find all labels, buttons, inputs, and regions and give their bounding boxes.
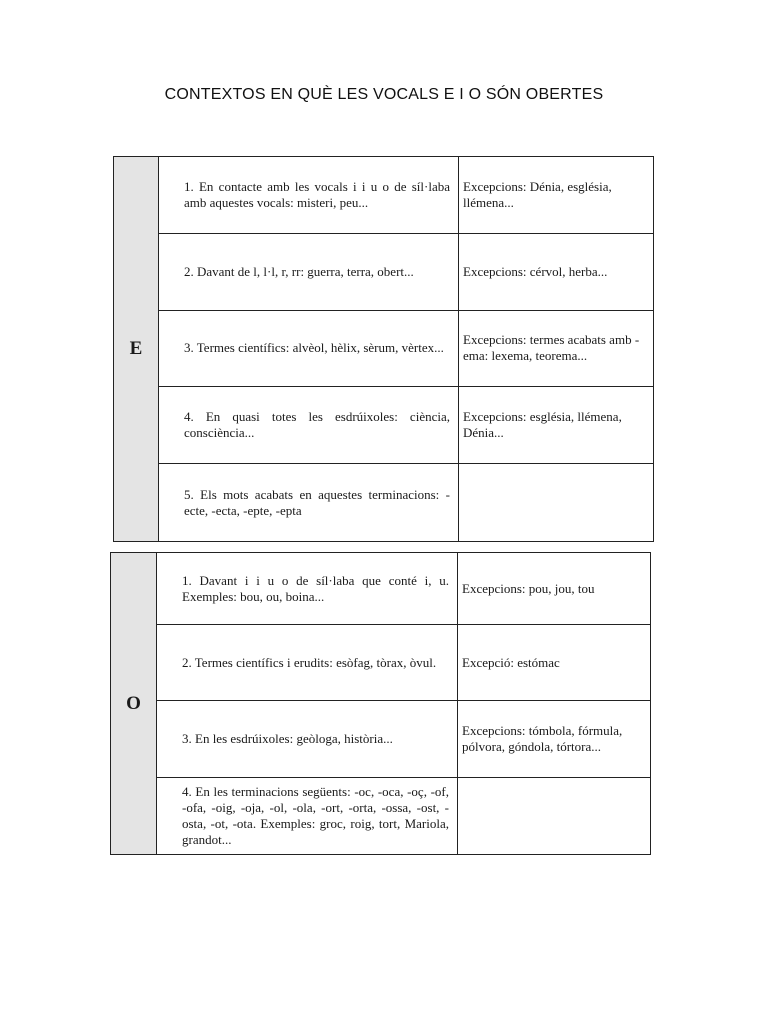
vowel-e-table	[113, 156, 654, 542]
page-title: CONTEXTOS EN QUÈ LES VOCALS E I O SÓN OBERTES	[164, 86, 604, 103]
vowel-e-label: E	[114, 157, 159, 541]
exception-text: Excepcions: pou, jou, tou	[462, 580, 595, 596]
rule-text: 5. Els mots acabats en aquestes terminacions: -ecte, -ecta, -epte, -epta	[184, 486, 450, 518]
exception-cell	[459, 311, 653, 388]
rule-text: 1. En contacte amb les vocals i i u o de síl·laba amb aquestes vocals: misteri, peu...	[184, 178, 450, 210]
exception-cell	[458, 625, 650, 701]
rule-cell	[159, 464, 459, 541]
exception-text: Excepcions: església, llémena, Dénia...	[463, 409, 622, 441]
exception-cell	[458, 701, 650, 778]
rule-text: 3. En les esdrúixoles: geòloga, història...	[182, 731, 393, 746]
exception-cell	[459, 464, 653, 541]
vowel-o-table	[110, 552, 651, 855]
rule-cell	[157, 553, 458, 625]
rule-cell	[159, 157, 459, 234]
exception-text: Excepcions: tómbola, fórmula, pólvora, góndola, tórtora...	[462, 723, 623, 754]
rule-text: 2. Davant de l, l·l, r, rr: guerra, terra, obert...	[184, 263, 414, 279]
exception-cell	[458, 553, 650, 625]
rule-cell	[159, 311, 459, 388]
exception-text: Excepcions: Dénia, església, llémena...	[463, 178, 612, 210]
exception-cell	[459, 387, 653, 464]
exception-cell	[458, 778, 650, 854]
rule-text: 4. En quasi totes les esdrúixoles: ciència, consciència...	[184, 409, 450, 441]
exception-text: Excepcions: cérvol, herba...	[463, 263, 608, 279]
exception-text: Excepcions: termes acabats amb -ema: lexema, teorema...	[463, 332, 640, 364]
rule-cell	[159, 387, 459, 464]
rule-cell	[157, 625, 458, 701]
exception-cell	[459, 234, 653, 311]
rule-text: 2. Termes científics i erudits: esòfag, tòrax, òvul.	[182, 654, 437, 670]
rule-text: 4. En les terminacions següents: -oc, -oca, -oç, -of, -ofa, -oig, -oja, -ol, -ola, -ort, -orta, -ossa, -ost, -osta, -ot, -ota. Exemples: groc, roig, tort, Mariola, grandot...	[182, 784, 449, 847]
rule-text: 3. Termes científics: alvèol, hèlix, sèrum, vèrtex...	[184, 340, 444, 356]
rule-cell	[157, 701, 458, 778]
vowel-o-label: O	[111, 553, 157, 854]
exception-cell	[459, 157, 653, 234]
rule-text: 1. Davant i i u o de síl·laba que conté i, u. Exemples: bou, ou, boina...	[182, 572, 449, 604]
rule-cell	[157, 778, 458, 854]
rule-cell	[159, 234, 459, 311]
exception-text: Excepció: estómac	[462, 654, 560, 670]
